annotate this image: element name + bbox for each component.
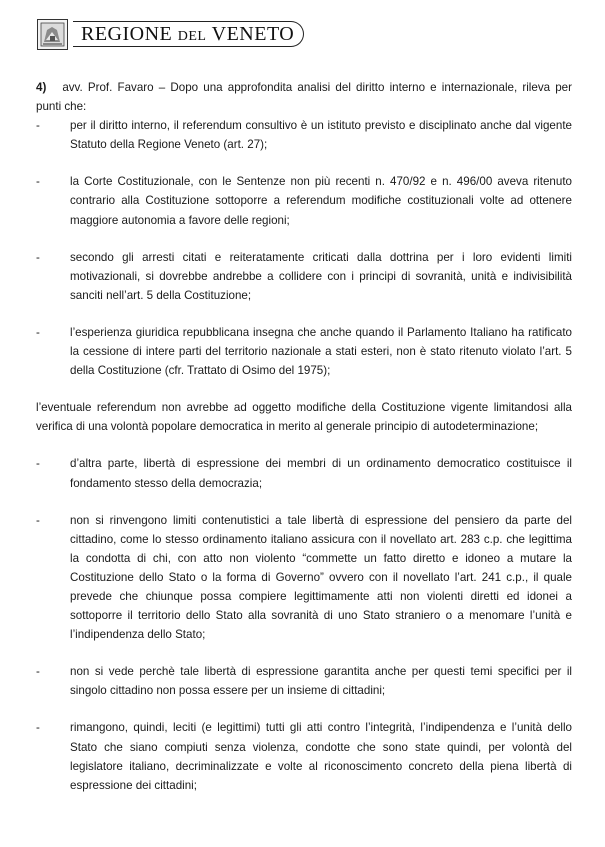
region-name-logo [73,19,304,49]
body-paragraph: l’eventuale referendum non avrebbe ad oggetto modifiche della Costituzione vigente limitandosi alla verifica di una volontà popolare democratica in merito al generale principio di autodeterminazione; [36,401,572,434]
item-number: 4) [36,81,47,94]
list-item [36,718,572,794]
list-item [36,248,572,305]
bullet-dash: - [36,721,40,735]
bullet-dash: - [36,457,40,471]
bullet-text: d’altra parte, libertà di espressione dei membri di un ordinamento democratico costituisce il fondamento stesso della democrazia; [70,457,572,490]
list-item [36,116,572,154]
list-item [36,323,572,380]
bullet-text: la Corte Costituzionale, con le Sentenze non più recenti n. 470/92 e n. 496/00 aveva ritenuto contrario alla Costituzione sottoporre a referendum modifiche costituzionali volte ad ottenere maggiore autonomia a favore delle regioni; [70,175,572,227]
intro-paragraph: 4) avv. Prof. Favaro – Dopo una approfondita analisi del diritto interno e internazionale, rileva per punti che: [36,81,572,114]
bullet-dash: - [36,175,40,189]
letterhead [37,17,304,51]
bullet-text: non si rinvengono limiti contenutistici a tale libertà di espressione del pensiero da parte del cittadino, come lo stesso ordinamento italiano assicura con il novellato art. 283 c.p. che legittima la condotta di chi, con atto non violento “commette un fatto diretto e idoneo a mutare la Costituzione dello Stato o la forma di Governo” ovvero con il novellato l’art. 241 c.p., il quale prevede che chiunque possa compiere legittimamente atti non violenti diretti ed idonei a sottoporre il territorio dello Stato alla sovranità di uno Stato straniero o a menomare l’unità e l’indipendenza dello Stato; [70,513,572,642]
bullet-text: rimangono, quindi, leciti (e legittimi) tutti gli atti contro l’integrità, l’indipendenza e l’unità dello Stato che siano compiuti senza violenza, condotte che sono state quindi, per volontà del legislatore italiano, decriminalizzate e volte al riconoscimento concreto della piena libertà di espressione dei cittadini; [70,721,572,792]
brand-text: REGIONE DEL VENETO [81,22,295,45]
list-item [36,454,572,492]
bullet-dash: - [36,325,40,339]
bullet-dash: - [36,665,40,679]
bullet-text: l’esperienza giuridica repubblicana insegna che anche quando il Parlamento Italiano ha ratificato la cessione di intere parti del territorio nazionale a stati esteri, non è stato ritenuto violato l’art. 5 della Costituzione (cfr. Trattato di Osimo del 1975); [70,325,572,378]
bullet-text: per il diritto interno, il referendum consultivo è un istituto previsto e disciplinato anche dal vigente Statuto della Regione Veneto (art. 27); [70,119,572,152]
bullet-dash: - [36,250,40,264]
list-item [36,662,572,700]
list-item [36,172,572,229]
region-crest-icon [37,19,68,50]
bullet-dash: - [36,513,40,527]
document-body [36,78,572,795]
bullet-dash: - [36,119,40,133]
bullet-text: non si vede perchè tale libertà di espressione garantita anche per questi temi specifici per il singolo cittadino non possa essere per un insieme di cittadini; [70,665,572,698]
bullet-text: secondo gli arresti citati e reiteratamente criticati dalla dottrina per i loro evidenti limiti motivazionali, si dovrebbe andrebbe a collidere con i principi di sovranità, unità e indivisibilità sanciti nell’art. 5 della Costituzione; [70,250,572,302]
list-item [36,511,572,645]
